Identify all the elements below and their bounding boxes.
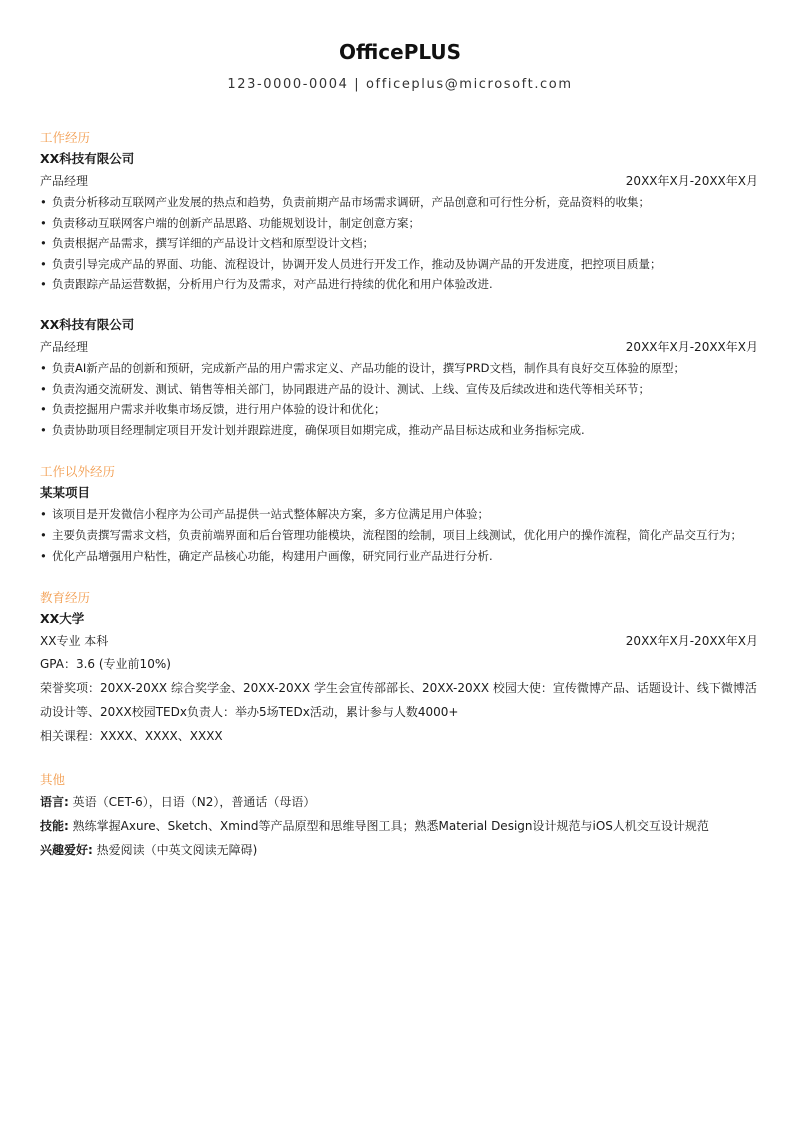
skills-value: 熟练掌握Axure、Sketch、Xmind等产品原型和思维导图工具；熟悉Material Design设计规范与iOS人机交互设计规范 (72, 819, 709, 834)
candidate-name: OfficePLUS (338, 40, 462, 64)
project-name: 某某项目 (40, 485, 91, 501)
bullet-item: • 负责根据产品需求，撰写详细的产品设计文档和原型设计文档； (40, 233, 758, 254)
education-section (40, 588, 758, 748)
education-title: 教育经历 (40, 590, 91, 606)
language-value: 英语（CET-6），日语（N2），普通话（母语） (72, 795, 316, 810)
others-section (40, 770, 758, 862)
bullet-item: • 主要负责撰写需求文档，负责前端界面和后台管理功能模块，流程图的绘制，项目上线测试，优化用户的操作流程，简化产品交互行为； (40, 525, 758, 546)
job-meta (40, 170, 758, 192)
work-section-title: 工作经历 (40, 130, 91, 145)
bullet-item: • 负责引导完成产品的界面、功能、流程设计，协调开发人员进行开发工作，推动及协调产品的开发进度，把控项目质量； (40, 254, 758, 275)
job-meta (40, 336, 758, 358)
job-date: 20XX年X月-20XX年X月 (625, 174, 758, 188)
others-title: 其他 (40, 772, 66, 788)
bullet-item: • 负责沟通交流研发、测试、销售等相关部门，协同跟进产品的设计、测试、上线、宣传及后续改进和迭代等相关环节； (40, 379, 758, 400)
job-entry (40, 314, 758, 440)
resume-content (40, 128, 758, 884)
hobby-row (40, 838, 758, 862)
gpa: GPA：3.6 (专业前10%) (40, 657, 171, 672)
company-name: XX科技有限公司 (40, 316, 135, 332)
job-bullets (40, 192, 758, 295)
job-date: 20XX年X月-20XX年X月 (625, 339, 758, 354)
school-name: XX大学 (40, 611, 85, 627)
job-role: 产品经理 (40, 339, 89, 354)
language-label: 语言: (40, 795, 69, 810)
bullet-item: • 负责挖掘用户需求并收集市场反馈，进行用户体验的设计和优化； (40, 399, 758, 420)
skills-label: 技能: (40, 819, 69, 834)
other-experience-title: 工作以外经历 (40, 464, 116, 480)
job-role: 产品经理 (40, 174, 89, 188)
language-row (40, 790, 758, 814)
contact-info: 123-0000-0004 | officeplus@microsoft.com (227, 77, 573, 92)
other-experience-section (40, 462, 758, 566)
bullet-item: • 负责AI新产品的创新和预研，完成新产品的用户需求定义、产品功能的设计，撰写PRD文档，制作具有良好交互体验的原型； (40, 358, 758, 379)
hobby-value: 热爱阅读（中英文阅读无障碍) (96, 843, 258, 858)
bullet-item: • 负责移动互联网客户端的创新产品思路、功能规划设计，制定创意方案； (40, 213, 758, 234)
project-bullets (40, 504, 758, 566)
company-name: XX科技有限公司 (40, 151, 135, 166)
major: XX专业 本科 (40, 634, 109, 649)
education-date: 20XX年X月-20XX年X月 (625, 634, 758, 649)
bullet-item: • 优化产品增强用户粘性，确定产品核心功能，构建用户画像，研究同行业产品进行分析. (40, 546, 758, 567)
honors: 荣誉奖项：20XX-20XX 综合奖学金、20XX-20XX 学生会宣传部部长、20XX-20XX 校园大使：宣传微博产品、话题设计、线下微博活动设计等、20XX校园TEDx负责人：举办5场TEDx活动，累计参与人数4000+ (40, 681, 757, 720)
work-section (40, 128, 758, 440)
bullet-item: • 负责分析移动互联网产业发展的热点和趋势，负责前期产品市场需求调研，产品创意和可行性分析，竞品资料的收集； (40, 192, 758, 213)
skills-row (40, 814, 758, 838)
bullet-item: • 负责跟踪产品运营数据，分析用户行为及需求，对产品进行持续的优化和用户体验改进. (40, 274, 758, 295)
bullet-item: • 该项目是开发微信小程序为公司产品提供一站式整体解决方案，多方位满足用户体验； (40, 504, 758, 525)
hobby-label: 兴趣爱好: (40, 843, 93, 858)
courses: 相关课程：XXXX、XXXX、XXXX (40, 729, 223, 744)
job-bullets (40, 358, 758, 440)
job-entry (40, 148, 758, 295)
bullet-item: • 负责协助项目经理制定项目开发计划并跟踪进度，确保项目如期完成，推动产品目标达成和业务指标完成. (40, 420, 758, 441)
education-meta (40, 630, 758, 652)
